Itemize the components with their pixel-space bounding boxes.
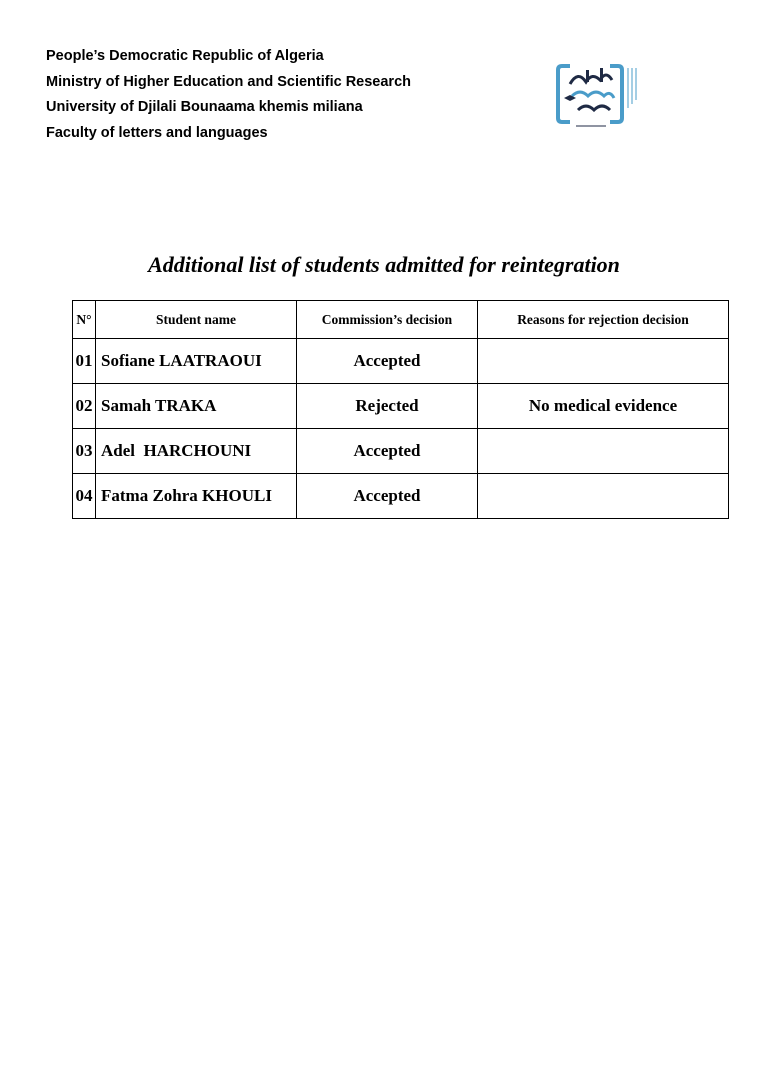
student-name: Sofiane LAATRAOUI (96, 339, 297, 384)
table-header-row (73, 301, 729, 339)
student-name: Fatma Zohra KHOULI (96, 474, 297, 519)
students-table (72, 300, 729, 519)
row-number: 01 (73, 339, 96, 384)
rejection-reason (478, 339, 729, 384)
university-logo-icon (556, 58, 638, 130)
student-name: Adel HARCHOUNI (96, 429, 297, 474)
table-row (73, 474, 729, 519)
document-title: Additional list of students admitted for reintegration (148, 252, 620, 277)
commission-decision: Accepted (297, 429, 478, 474)
column-header-reason: Reasons for rejection decision (478, 301, 729, 339)
row-number: 03 (73, 429, 96, 474)
commission-decision: Accepted (297, 474, 478, 519)
column-header-number: N° (73, 301, 96, 339)
column-header-decision: Commission’s decision (297, 301, 478, 339)
header-faculty: Faculty of letters and languages (46, 124, 268, 141)
table-row (73, 339, 729, 384)
row-number: 02 (73, 384, 96, 429)
table-row (73, 429, 729, 474)
rejection-reason: No medical evidence (478, 384, 729, 429)
student-name: Samah TRAKA (96, 384, 297, 429)
rejection-reason (478, 474, 729, 519)
header-university: University of Djilali Bounaama khemis miliana (46, 99, 363, 115)
row-number: 04 (73, 474, 96, 519)
header-country: People’s Democratic Republic of Algeria (46, 48, 324, 64)
table-row (73, 384, 729, 429)
letterhead (46, 44, 411, 146)
rejection-reason (478, 429, 729, 474)
header-ministry: Ministry of Higher Education and Scientific Research (46, 73, 411, 90)
column-header-name: Student name (96, 301, 297, 339)
commission-decision: Accepted (297, 339, 478, 384)
commission-decision: Rejected (297, 384, 478, 429)
